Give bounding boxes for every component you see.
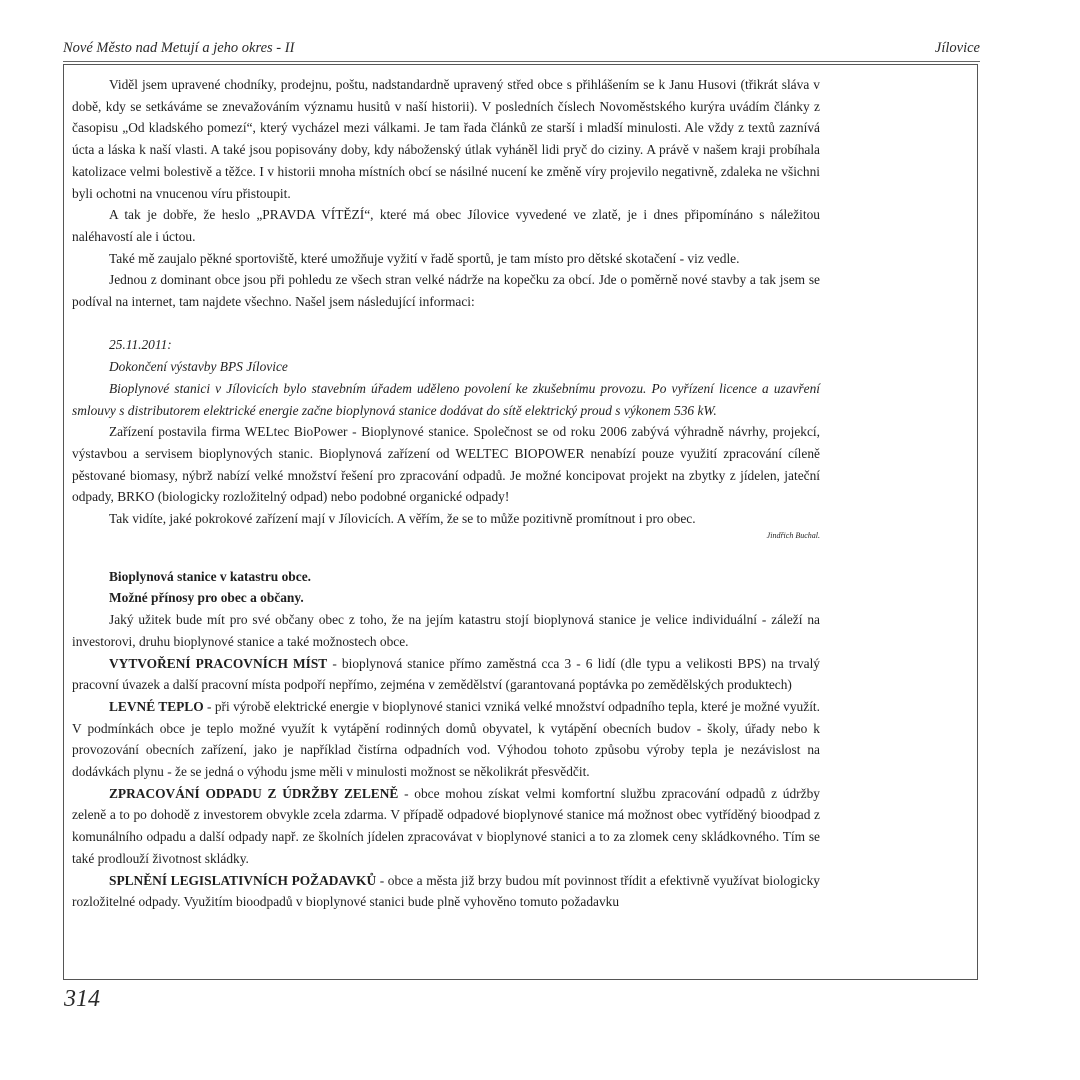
- benefit-heading: ZPRACOVÁNÍ ODPADU Z ÚDRŽBY ZELENĚ: [109, 785, 399, 801]
- page-content: [72, 74, 820, 913]
- benefit-text: - obce a města již brzy budou mít povinnost třídit a efektivně využívat biologicky rozložitelné odpady. Využitím bioodpadů v bioplynové stanici bude plně vyhověno tomuto požadavku: [72, 872, 820, 910]
- article-paragraph: Tak vidíte, jaké pokrokové zařízení mají v Jílovicích. A věřím, že se to může pozitivně promítnout i pro obec.: [109, 511, 696, 527]
- section-intro: Jaký užitek bude mít pro své občany obec z toho, že na jejím katastru stojí bioplynová stanice je velice individuální - záleží na investorovi, druhu bioplynové stanice a také možnostech obce.: [72, 612, 820, 649]
- benefit-item: [72, 870, 820, 913]
- section-subtitle: Možné přínosy pro obec a občany.: [109, 590, 304, 606]
- benefit-text: - obce mohou získat velmi komfortní službu zpracování odpadů z údržby zeleně a to po dohodě z investorem obvykle zcela zdarma. V případě odpadové bioplynové stanice má možnost obec vytříděný bioodpad z komunálního odpadu a další odpady např. ze školních jídelen zpracovávat v bioplynové stanici a to za zlomek ceny skládkovného. Tím se také prodlouží životnost skládky.: [72, 785, 820, 866]
- benefit-text: - při výrobě elektrické energie v bioplynové stanici vzniká velké množství odpadního tepla, které je možné využít. V podmínkách obce je teplo možné využít k vytápění rodinných domů obyvatel, k vytápění obecních budov - školy, úřady nebo k provozování obecních zařízení, jako je například čistírna odpadních vod. Výhodou tohoto způsobu výroby tepla je nezávislost na dodávkách plynu - že se jedná o výhodu jsme měli v minulosti možnost se několikrát přesvědčit.: [72, 698, 820, 780]
- benefit-item: [72, 696, 820, 783]
- benefit-item: [72, 783, 820, 870]
- benefit-heading: SPLNĚNÍ LEGISLATIVNÍCH POŽADAVKŮ: [109, 872, 377, 888]
- running-header: [63, 40, 980, 60]
- biogas-section: [72, 566, 820, 913]
- article-paragraph: Zařízení postavila firma WELtec BioPower - Bioplynové stanice. Společnost se od roku 2006 zabývá výhradně návrhy, projekcí, výstavbou a servisem bioplynových stanic. Bioplynová zařízení od WELTEC BIOPOWER nenabízí pouze využití zpracování cíleně pěstované biomasy, nýbrž nabízí velké množství řešení pro zpracování odpadů. Je možné koncipovat projekt na zbytky z jídelen, jateční odpady, BRKO (biologicky rozložitelný odpad) nebo podobné organické odpady!: [72, 424, 820, 505]
- benefit-heading: VYTVOŘENÍ PRACOVNÍCH MÍST: [109, 655, 328, 671]
- section-title: Bioplynová stanice v katastru obce.: [109, 568, 311, 584]
- article-paragraph: Viděl jsem upravené chodníky, prodejnu, poštu, nadstandardně upravený střed obce s přihlášením se k Janu Husovi (třikrát sláva v době, kdy se setkáváme se znevažováním významu husitů v naší historii). V posledních číslech Novoměstského kurýra uvádím články z časopisu „Od kladského pomezí“, který vycházel mezi válkami. Je tam řada článků ze starší i mladší minulosti. Ale vždy z textů zaznívá úcta a láska k naší vlasti. A také jsou popisovány doby, kdy náboženský útlak vyháněl lidi pryč do ciziny. A právě v našem kraji probíhala katolizace velmi bolestivě a těžce. I v historii mnoha místních obcí se násilné nucení ke změně víry projevilo negativně, zdaleka ne všichni byli ochotni na vnucenou víru přistoupit.: [72, 77, 820, 201]
- benefit-text: - bioplynová stanice přímo zaměstná cca 3 - 6 lidí (dle typu a velikosti BPS) na trvalý pracovní úvazek a další pracovní místa podpoří nepřímo, zejména v zemědělství (garantovaná poptávka po zemědělských produktech): [72, 655, 820, 693]
- article-paragraph: A tak je dobře, že heslo „PRAVDA VÍTĚZÍ“, které má obec Jílovice vyvedené ve zlatě, je i dnes připomínáno s náležitou naléhavostí ale i úctou.: [72, 207, 820, 244]
- benefit-heading: LEVNÉ TEPLO: [109, 698, 204, 714]
- page-number: 314: [64, 986, 100, 1012]
- publication-title: Nové Město nad Metují a jeho okres - II: [63, 40, 295, 56]
- benefit-item: [72, 653, 820, 696]
- quote-body: Bioplynové stanici v Jílovicích bylo stavebním úřadem uděleno povolení ke zkušebnímu provozu. Po vyřízení licence a uzavření smlouvy s distributorem elektrické energie začne bioplynová stanice dodávat do sítě elektrický proud s výkonem 536 kW.: [72, 380, 820, 418]
- header-rule: [63, 61, 980, 62]
- article-paragraph: Jednou z dominant obce jsou při pohledu ze všech stran velké nádrže na kopečku za obcí. Jde o poměrně nové stavby a tak jsem se podíval na internet, tam najdete všechno. Našel jsem následující informaci:: [72, 272, 820, 310]
- author-signature: Jindřich Buchal.: [766, 530, 820, 540]
- article-paragraph: Také mě zaujalo pěkné sportoviště, které umožňuje vyžití v řadě sportů, je tam místo pro dětské skotačení - viz vedle.: [109, 250, 740, 266]
- quote-date: 25.11.2011:: [109, 337, 172, 353]
- quote-title: Dokončení výstavby BPS Jílovice: [109, 359, 288, 375]
- chapter-title: Jílovice: [934, 40, 980, 56]
